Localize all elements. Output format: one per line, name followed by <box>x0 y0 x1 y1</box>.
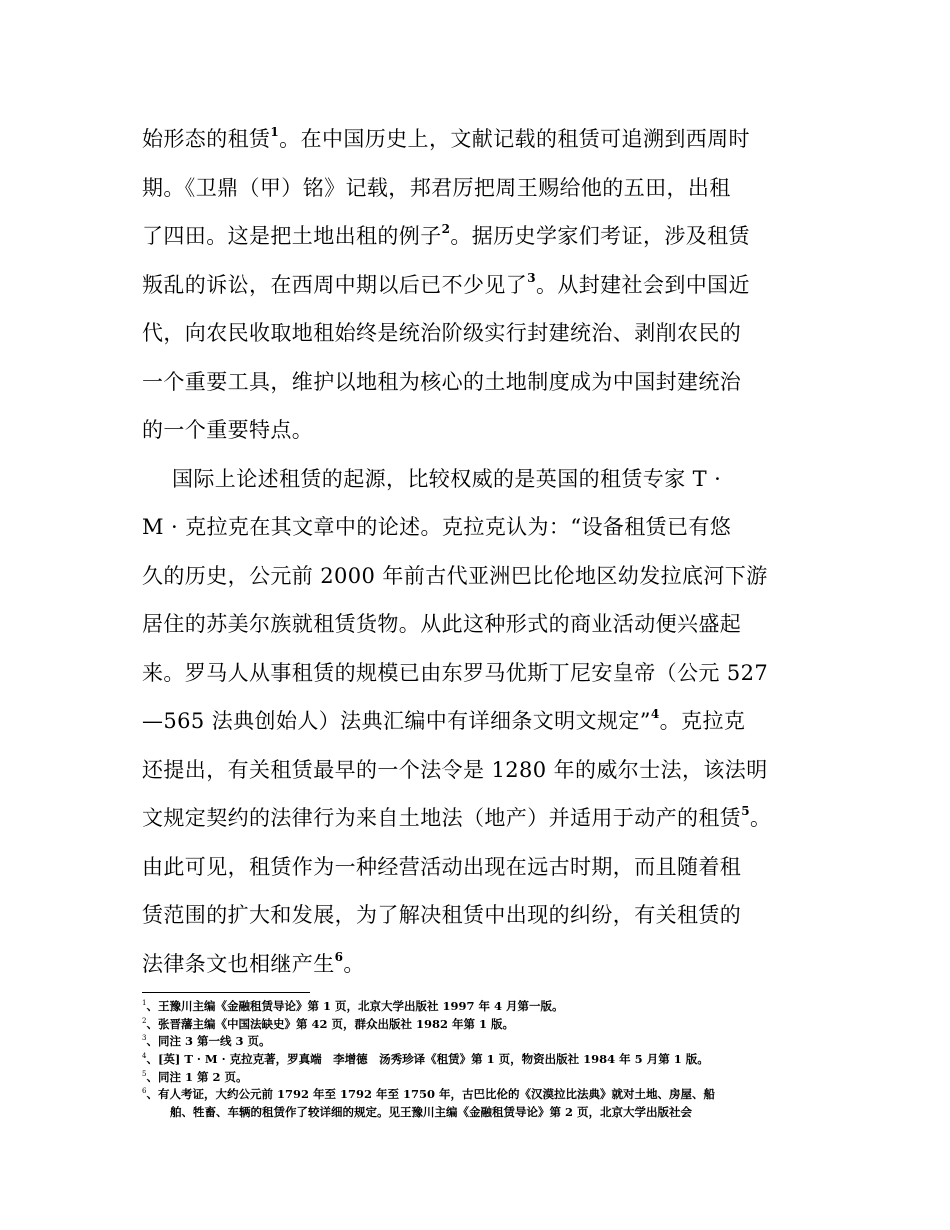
text-span: 了四田。这是把土地出租的例子 <box>142 224 442 248</box>
footnote-6 <box>142 1086 842 1104</box>
body-text <box>142 115 822 988</box>
paragraph-1-line-7: 的一个重要特点。 <box>142 418 314 442</box>
text-span: 法律条文也相继产生 <box>142 951 335 976</box>
paragraph-2-line-10: 赁范围的扩大和发展，为了解决租赁中出现的纠纷，有关租赁的 <box>142 903 742 927</box>
footnote-1 <box>142 998 842 1016</box>
paragraph-1-line-6: 一个重要工具，维护以地租为核心的土地制度成为中国封建统治 <box>142 369 742 394</box>
footnote-ref-4: 4 <box>650 707 660 721</box>
paragraph-1-line-1 <box>142 115 822 164</box>
footnote-text: 、王豫川主编《金融租赁导论》第 1 页，北京大学出版社 1997 年 4 月第一版。 <box>146 999 564 1013</box>
paragraph-2-line-5: 来。罗马人从事租赁的规模已由东罗马优斯丁尼安皇帝（公元 527 <box>142 660 769 685</box>
text-span: —565 法典创始人）法典汇编中有详细条文明文规定” <box>142 709 651 733</box>
footnote-text: 、有人考证，大约公元前 1792 年至 1792 年至 1750 年，古巴比伦的《汉漠拉比法典》就对土地、房屋、船 <box>146 1087 716 1102</box>
text-span: 文规定契约的法律行为来自土地法（地产）并适用于动产的租赁 <box>142 806 742 830</box>
footnote-ref-3: 3 <box>527 270 536 285</box>
paragraph-1-line-5: 代，向农民收取地租始终是统治阶级实行封建统治、剥削农民的 <box>142 321 742 345</box>
paragraph-1-line-3 <box>142 212 822 261</box>
text-span: 。 <box>343 951 365 976</box>
footnote-ref-1: 1 <box>270 125 280 139</box>
footnote-text: 、张晋藩主编《中国法缺史》第 42 页，群众出版社 1982 年第 1 版。 <box>146 1016 514 1031</box>
text-span: 始形态的租赁 <box>142 127 271 151</box>
footnote-text: 、[英] T · M · 克拉克著，罗真端 李增德 汤秀珍译《租赁》第 1 页，物资出版社 1984 年 5 月第 1 版。 <box>146 1052 709 1067</box>
paragraph-2-line-2: M · 克拉克在其文章中的论述。克拉克认为：“设备租赁已有悠 <box>142 515 732 539</box>
text-span: 叛乱的诉讼，在西周中期以后已不少见了 <box>142 272 528 297</box>
paragraph-2-line-9: 由此可见，租赁作为一种经营活动出现在远古时期，而且随着租 <box>142 854 742 879</box>
footnote-number: 1 <box>142 999 147 1008</box>
text-span: 。 <box>749 806 772 830</box>
paragraph-2-line-11 <box>142 940 822 989</box>
footnote-number: 4 <box>142 1052 147 1061</box>
footnote-ref-5: 5 <box>741 804 750 818</box>
footnote-text: 、同注 1 第 2 页。 <box>146 1069 248 1084</box>
paragraph-2-line-6 <box>142 697 822 746</box>
text-span: 。从封建社会到中国近 <box>535 272 750 297</box>
paragraph-2-line-4: 居住的苏美尔族就租赁货物。从此这种形式的商业活动便兴盛起 <box>142 612 742 636</box>
text-span: 。克拉克 <box>659 709 746 733</box>
footnote-number: 2 <box>142 1016 147 1025</box>
paragraph-1-line-2: 期。《卫鼎（甲）铭》记载，邦君厉把周王赐给他的五田，出租 <box>142 175 731 200</box>
paragraph-2-line-7: 还提出，有关租赁最早的一个法令是 1280 年的威尔士法，该法明 <box>142 757 768 782</box>
text-span: 。据历史学家们考证，涉及租赁 <box>450 224 750 248</box>
footnote-number: 6 <box>142 1087 147 1096</box>
paragraph-1-line-4 <box>142 261 822 310</box>
paragraph-2-line-1: 国际上论述租赁的起源，比较权威的是英国的租赁专家 T · <box>172 466 722 491</box>
footnote-3 <box>142 1033 842 1051</box>
footnote-text: 、同注 3 第一线 3 页。 <box>146 1034 271 1049</box>
paragraph-2-line-3: 久的历史，公元前 2000 年前古代亚洲巴比伦地区幼发拉底河下游 <box>142 563 768 588</box>
footnote-number: 5 <box>142 1069 147 1078</box>
footnote-ref-2: 2 <box>441 222 451 236</box>
footnote-ref-6: 6 <box>334 949 344 964</box>
footnote-separator <box>142 992 310 993</box>
footnotes <box>142 998 842 1122</box>
footnote-4 <box>142 1051 842 1069</box>
footnote-5 <box>142 1069 842 1087</box>
footnote-2 <box>142 1016 842 1034</box>
paragraph-2-line-8 <box>142 794 822 843</box>
text-span: 。在中国历史上，文献记载的租赁可追溯到西周时 <box>279 127 750 151</box>
footnote-number: 3 <box>142 1034 147 1043</box>
footnote-6-continuation: 舶、牲畜、车辆的租赁作了较详细的规定。见王豫川主编《金融租赁导论》第 2 页，北京大学出版社会 <box>170 1105 693 1120</box>
